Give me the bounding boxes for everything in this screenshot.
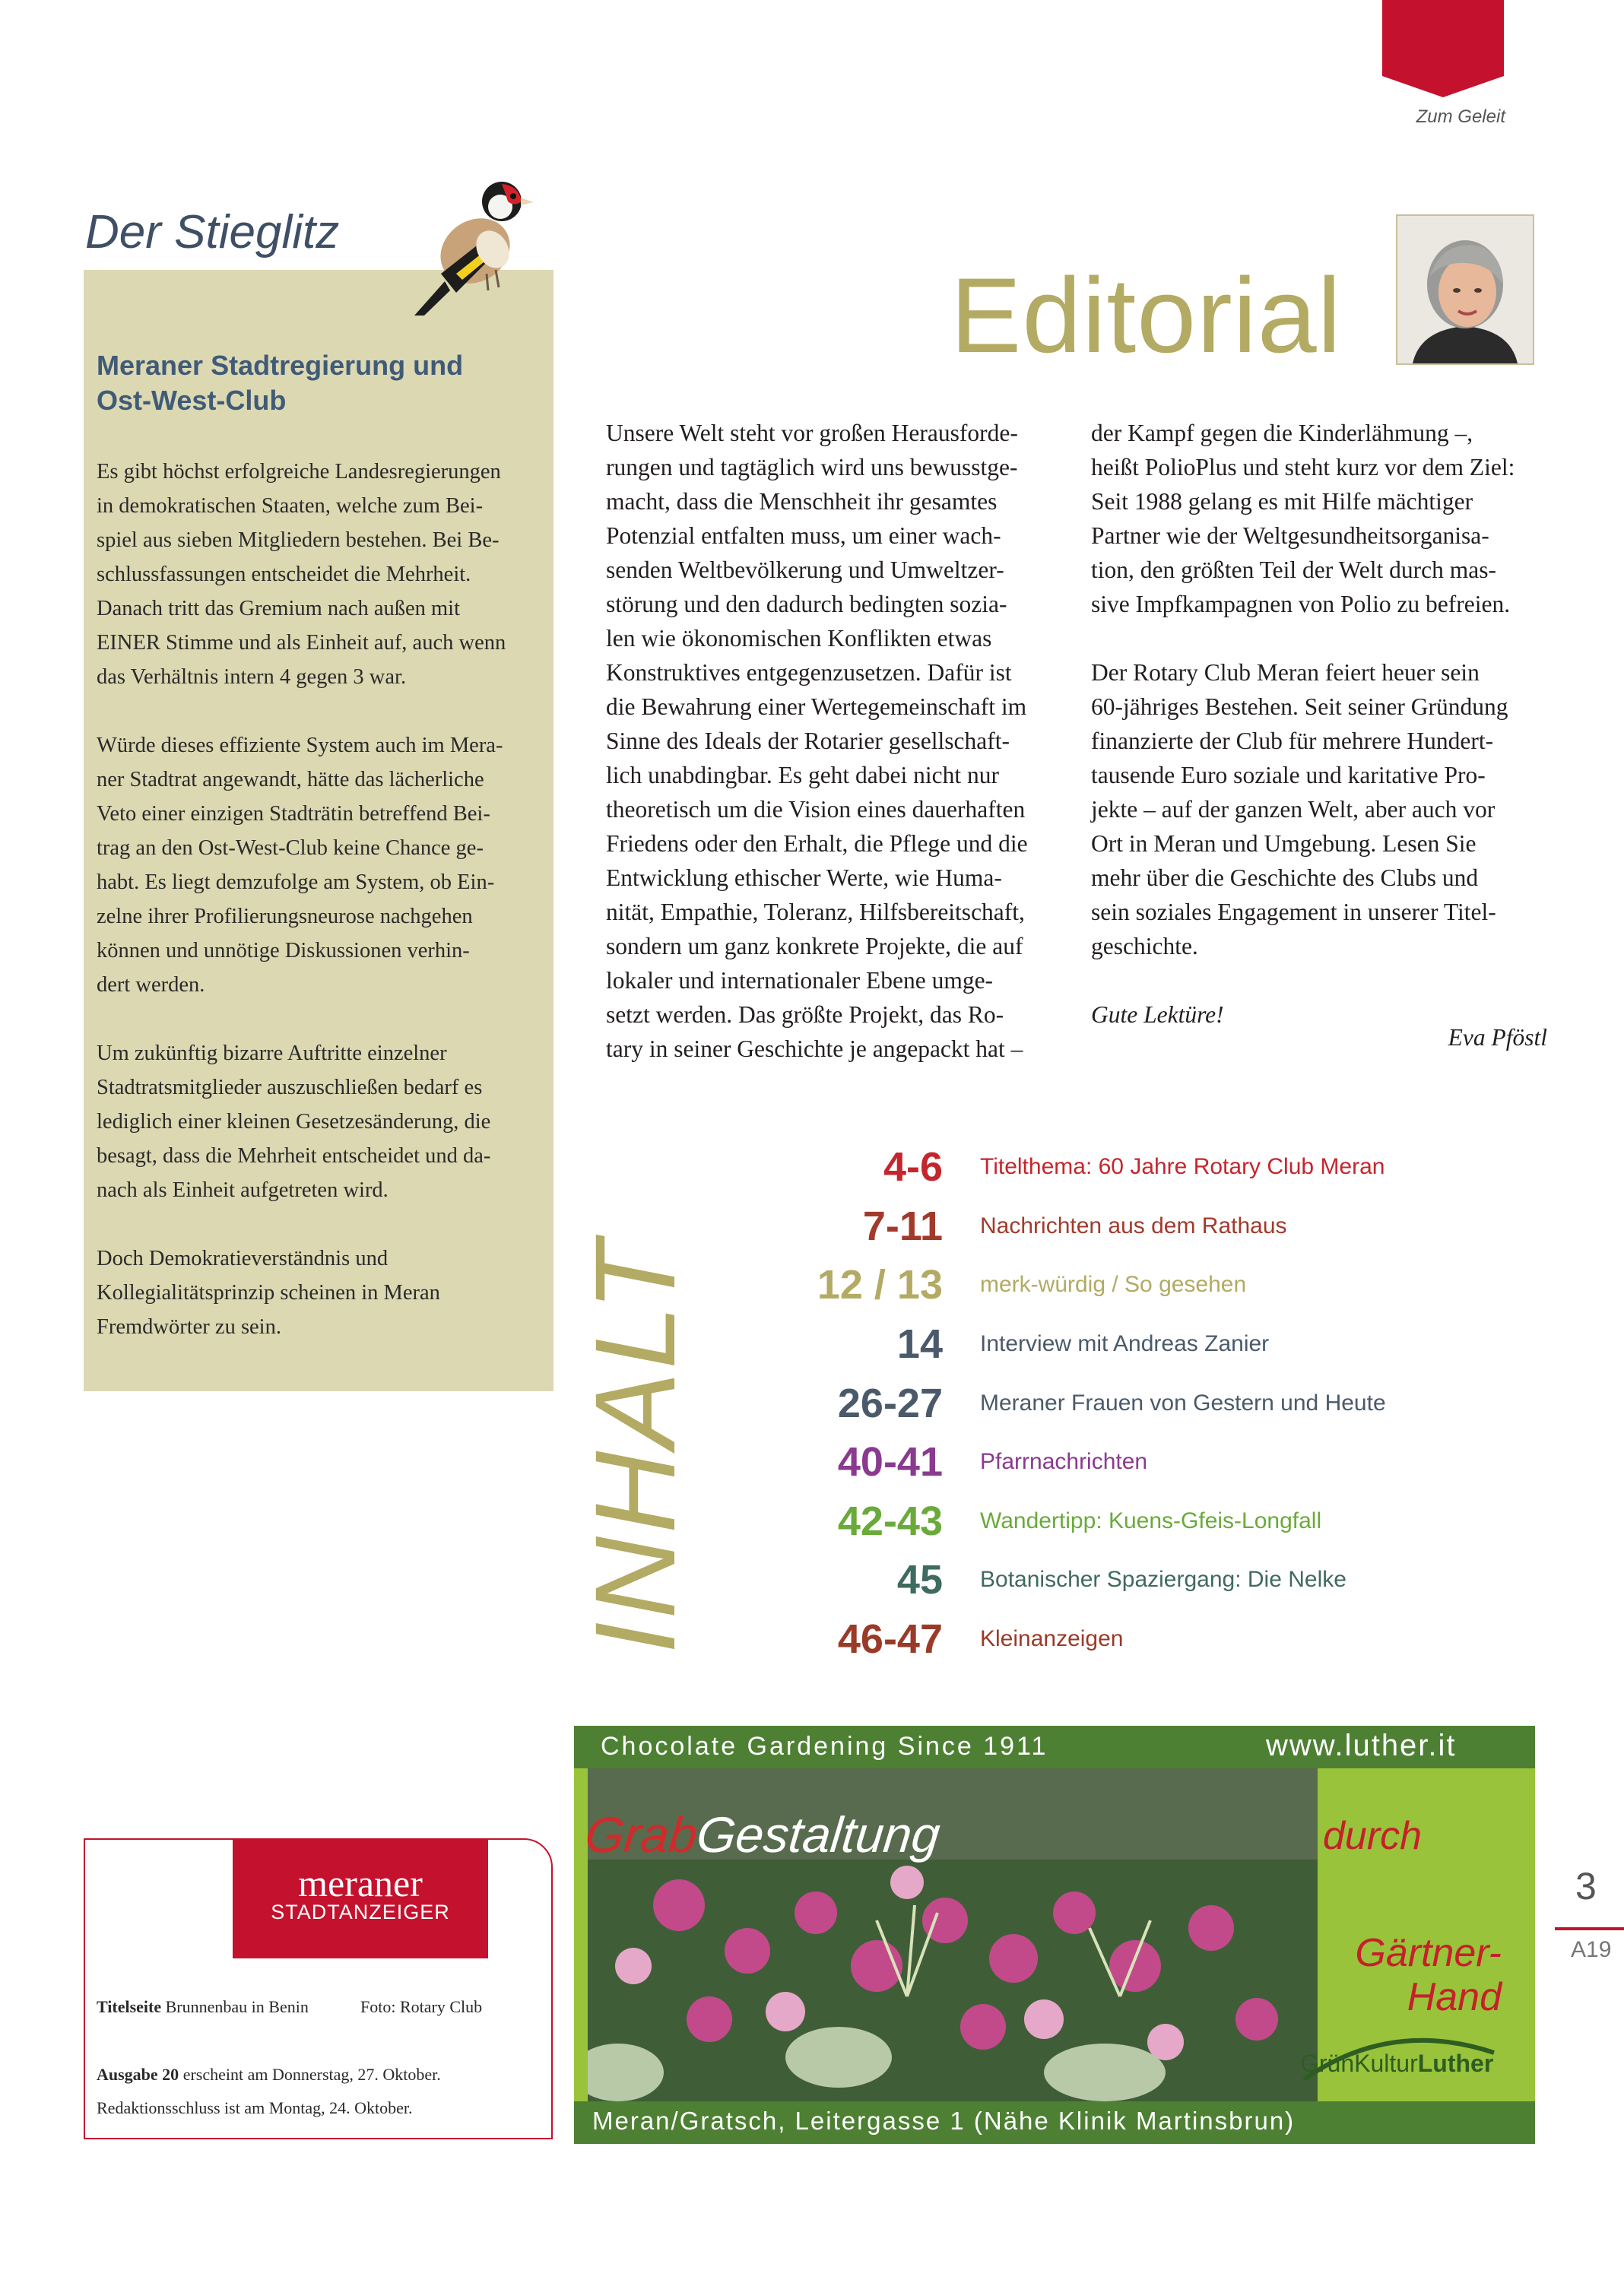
- page-number-rule: [1555, 1927, 1624, 1930]
- text-line: Veto einer einzigen Stadträtin betreffend Bei-: [97, 802, 490, 826]
- toc-link[interactable]: Interview mit Andreas Zanier: [980, 1331, 1270, 1356]
- text-line: EINER Stimme und als Einheit auf, auch wenn: [97, 631, 506, 655]
- editorial-paragraph: [1091, 655, 1547, 963]
- text-line: lich unabdingbar. Es geht dabei nicht nur: [606, 762, 999, 788]
- text-line: sein soziales Engagement in unserer Titel-: [1091, 899, 1496, 925]
- text-line: sondern um ganz konkrete Projekte, die auf: [606, 933, 1023, 959]
- ausgabe-text: erscheint am Donnerstag, 27. Oktober.: [182, 2065, 441, 2084]
- toc-pages: 26-27: [837, 1381, 943, 1426]
- toc-pages: 42-43: [837, 1498, 943, 1544]
- ad-brand-prefix: GrünKultur: [1300, 2050, 1418, 2077]
- toc-link[interactable]: Kleinanzeigen: [980, 1626, 1124, 1651]
- ad-tagline: Chocolate Gardening Since 1911: [601, 1732, 1048, 1761]
- text-line: macht, dass die Menschheit ihr gesamtes: [606, 488, 998, 515]
- toc-pages: 14: [896, 1321, 943, 1367]
- ad-title: [582, 1806, 943, 1863]
- section-tab: [1382, 0, 1504, 97]
- editorial-column-1: [606, 416, 1062, 1066]
- text-line: trag an den Ost-West-Club keine Chance ge-: [97, 836, 484, 860]
- text-line: finanzierte der Club für mehrere Hundert-: [1091, 728, 1494, 754]
- text-line: Um zukünftig bizarre Auftritte einzelner: [97, 1042, 447, 1065]
- text-line: der Kampf gegen die Kinderlähmung –,: [1091, 420, 1473, 446]
- text-line: rungen und tagtäglich wird uns bewusstge-: [606, 454, 1018, 480]
- titelseite-text: Brunnenbau in Benin: [165, 1997, 309, 2016]
- text-line: Doch Demokratieverständnis und: [97, 1247, 389, 1270]
- text-line: nität, Empathie, Toleranz, Hilfsbereitschaft,: [606, 899, 1025, 925]
- toc-link[interactable]: Botanischer Spaziergang: Die Nelke: [980, 1567, 1346, 1592]
- editorial-paragraph: [1091, 416, 1547, 621]
- toc-link[interactable]: Pfarrnachrichten: [980, 1449, 1148, 1474]
- text-line: Unsere Welt steht vor großen Herausforde-: [606, 420, 1018, 446]
- text-line: können und unnötige Diskussionen verhin-: [97, 939, 470, 962]
- stieglitz-heading: [97, 348, 522, 418]
- text-line: sive Impfkampagnen von Polio zu befreien.: [1091, 591, 1511, 617]
- text-line: dert werden.: [97, 973, 205, 997]
- text-line: Fremdwörter zu sein.: [97, 1315, 281, 1339]
- ad-gaertner-line: Hand: [1407, 1975, 1502, 2019]
- editorial-closing: Gute Lektüre!: [1091, 1001, 1224, 1028]
- page-code: A19: [1571, 1937, 1612, 1962]
- text-line: Ort in Meran und Umgebung. Lesen Sie: [1091, 830, 1477, 857]
- text-line: jekte – auf der ganzen Welt, aber auch vor: [1091, 796, 1496, 823]
- toc-pages: 12 / 13: [817, 1262, 943, 1308]
- text-line: Friedens oder den Erhalt, die Pflege und die: [606, 830, 1028, 857]
- text-line: tausende Euro soziale und karitative Pro-: [1091, 762, 1486, 788]
- ad-url-link[interactable]: www.luther.it: [1266, 1729, 1457, 1762]
- logo-word: meraner: [298, 1862, 423, 1904]
- author-portrait: [1396, 214, 1534, 365]
- text-line: tary in seiner Geschichte je angepackt hat –: [606, 1035, 1023, 1062]
- toc-pages: 45: [896, 1557, 943, 1603]
- text-line: lediglich einer kleinen Gesetzesänderung, die: [97, 1110, 491, 1134]
- text-line: lokaler und internationaler Ebene umge-: [606, 967, 994, 994]
- text-line: tion, den größten Teil der Welt durch mas-: [1091, 557, 1496, 583]
- ad-brand-bold: Luther: [1417, 2050, 1494, 2077]
- page-number: 3: [1575, 1865, 1597, 1907]
- editorial-author: Eva Pföstl: [1448, 1024, 1547, 1051]
- text-line: senden Weltbevölkerung und Umweltzer-: [606, 557, 1004, 583]
- goldfinch-illustration: [403, 160, 540, 319]
- stieglitz-heading-line: Ost-West-Club: [97, 385, 287, 416]
- text-line: mehr über die Geschichte des Clubs und: [1091, 864, 1479, 891]
- ausgabe-label: Ausgabe 20: [97, 2065, 179, 2084]
- text-line: besagt, dass die Mehrheit entscheidet und da-: [97, 1144, 491, 1168]
- stieglitz-paragraph: [97, 728, 539, 1002]
- text-line: Stadtratsmitglieder auszuschließen bedarf es: [97, 1076, 483, 1099]
- text-line: spiel aus sieben Mitgliedern bestehen. Bei Be-: [97, 528, 500, 552]
- text-line: geschichte.: [1091, 933, 1198, 959]
- text-line: die Bewahrung einer Wertegemeinschaft im: [606, 693, 1027, 720]
- text-line: Danach tritt das Gremium nach außen mit: [97, 597, 461, 620]
- text-line: theoretisch um die Vision eines dauerhaften: [606, 796, 1026, 823]
- text-line: Partner wie der Weltgesundheitsorganisa-: [1091, 522, 1489, 549]
- text-line: Kollegialitätsprinzip scheinen in Meran: [97, 1281, 440, 1305]
- text-line: habt. Es liegt demzufolge am System, ob Ein-: [97, 870, 495, 894]
- inhalt-title: INHALT: [571, 1238, 699, 1654]
- text-line: das Verhältnis intern 4 gegen 3 war.: [97, 665, 407, 689]
- editorial-title: Editorial: [950, 255, 1342, 375]
- logo-subtitle: STADTANZEIGER: [271, 1901, 450, 1923]
- stieglitz-paragraph: [97, 1036, 539, 1207]
- titelseite-label: Titelseite: [97, 1997, 162, 2016]
- ad-address: Meran/Gratsch, Leitergasse 1 (Nähe Klinik Martinsbrun): [592, 2107, 1296, 2135]
- section-label: Zum Geleit: [1416, 106, 1505, 127]
- toc-pages: 7-11: [862, 1203, 943, 1249]
- text-line: heißt PolioPlus und steht kurz vor dem Ziel:: [1091, 454, 1515, 480]
- ad-gaertner-line: Gärtner-: [1355, 1931, 1502, 1975]
- text-line: Würde dieses effiziente System auch im Mera-: [97, 734, 503, 757]
- toc-pages: 46-47: [837, 1616, 943, 1662]
- stieglitz-body: [97, 455, 539, 1378]
- text-line: schlussfassungen entscheidet die Mehrheit.: [97, 563, 471, 586]
- ad-brand-swoosh: [1300, 2026, 1502, 2087]
- text-line: Potenzial entfalten muss, um einer wach-: [606, 522, 1001, 549]
- photo-credit: Foto: Rotary Club: [360, 1997, 483, 2016]
- stieglitz-title: Der Stieglitz: [85, 206, 340, 258]
- redaktionsschluss-line: Redaktionsschluss ist am Montag, 24. Oktober.: [97, 2098, 413, 2117]
- toc-pages: 40-41: [837, 1439, 943, 1485]
- text-line: nach als Einheit aufgetreten wird.: [97, 1178, 389, 1202]
- toc-link[interactable]: Wandertipp: Kuens-Gfeis-Longfall: [980, 1508, 1322, 1533]
- text-line: Seit 1988 gelang es mit Hilfe mächtiger: [1091, 488, 1473, 515]
- ad-gaertner-hand: [1327, 1931, 1502, 2019]
- text-line: in demokratischen Staaten, welche zum Bei-: [97, 494, 484, 518]
- stieglitz-paragraph: [97, 1241, 539, 1344]
- ad-title-white: Gestaltung: [693, 1806, 943, 1863]
- text-line: zelne ihrer Profilierungsneurose nachgehen: [97, 905, 473, 928]
- editorial-column-2: [1091, 416, 1547, 1032]
- text-line: setzt werden. Das größte Projekt, das Ro-: [606, 1001, 1004, 1028]
- text-line: Konstruktives entgegenzusetzen. Dafür ist: [606, 659, 1012, 686]
- text-line: Entwicklung ethischer Werte, wie Huma-: [606, 864, 1002, 891]
- ad-durch: durch: [1323, 1814, 1423, 1858]
- stieglitz-paragraph: [97, 455, 539, 694]
- text-line: Der Rotary Club Meran feiert heuer sein: [1091, 659, 1480, 686]
- titelseite-line: [97, 1997, 309, 2017]
- stieglitz-heading-line: Meraner Stadtregierung und: [97, 350, 464, 381]
- text-line: Es gibt höchst erfolgreiche Landesregierungen: [97, 460, 501, 484]
- text-line: 60-jähriges Bestehen. Seit seiner Gründung: [1091, 693, 1508, 720]
- toc-link[interactable]: Meraner Frauen von Gestern und Heute: [980, 1391, 1386, 1416]
- toc-link[interactable]: merk-würdig / So gesehen: [980, 1272, 1247, 1297]
- ad-title-red: Grab: [582, 1806, 700, 1863]
- text-line: störung und den dadurch bedingten sozia-: [606, 591, 1007, 617]
- toc-link[interactable]: Nachrichten aus dem Rathaus: [980, 1213, 1287, 1238]
- text-line: len wie ökonomischen Konflikten etwas: [606, 625, 992, 652]
- toc-link[interactable]: Titelthema: 60 Jahre Rotary Club Meran: [980, 1154, 1385, 1179]
- ausgabe-line: [97, 2065, 441, 2085]
- portrait-photo: [1397, 216, 1533, 363]
- toc-pages: 4-6: [883, 1144, 943, 1190]
- text-line: ner Stadtrat angewandt, hätte das lächerliche: [97, 768, 484, 791]
- luther-advertisement[interactable]: [574, 1726, 1535, 2144]
- text-line: Sinne des Ideals der Rotarier gesellschaft-: [606, 728, 1010, 754]
